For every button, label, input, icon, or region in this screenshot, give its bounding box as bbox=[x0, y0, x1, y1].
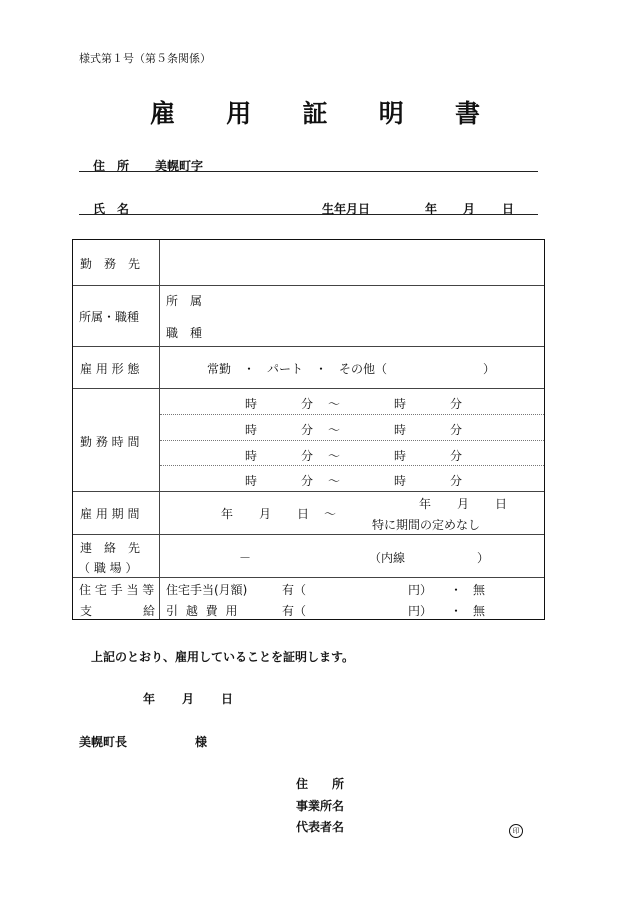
end-hour: 時 bbox=[394, 449, 407, 463]
hours-divider bbox=[160, 465, 544, 466]
housing-none[interactable]: 無 bbox=[473, 583, 486, 597]
birth-month: 月 bbox=[463, 202, 476, 216]
extension-field[interactable]: （内線 ） bbox=[369, 551, 490, 565]
end-minute: 分 bbox=[450, 449, 463, 463]
moving-none[interactable]: 無 bbox=[473, 604, 486, 618]
housing-label: 住 宅 手 当 等 bbox=[79, 583, 155, 597]
affiliation-sublabel: 所 属 bbox=[166, 294, 203, 308]
contact-sublabel: （ 職 場 ） bbox=[78, 561, 138, 575]
working-hours-label: 勤 務 時 間 bbox=[80, 435, 140, 449]
address-value[interactable]: 美幌町字 bbox=[155, 159, 204, 173]
occupation-sublabel: 職 種 bbox=[166, 326, 203, 340]
employment-table bbox=[72, 239, 545, 620]
end-hour: 時 bbox=[394, 423, 407, 437]
employment-type-options[interactable]: 常勤 ・ パート ・ その他（ ） bbox=[207, 362, 496, 376]
column-divider bbox=[159, 240, 160, 619]
end-minute: 分 bbox=[450, 474, 463, 488]
row-divider bbox=[73, 491, 544, 492]
tilde: ～ bbox=[328, 397, 341, 411]
signer-address-label: 住 所 bbox=[296, 777, 345, 791]
moving-cost-label: 引 越 費 用 bbox=[166, 604, 240, 618]
tilde: ～ bbox=[324, 507, 337, 521]
cert-year: 年 bbox=[143, 692, 156, 706]
payment-label-a: 支 bbox=[80, 604, 93, 618]
start-minute: 分 bbox=[301, 423, 314, 437]
period-end-day: 日 bbox=[495, 497, 508, 511]
honorific: 様 bbox=[195, 735, 208, 749]
period-start-day: 日 bbox=[297, 507, 310, 521]
title-char: 証 bbox=[302, 99, 328, 128]
signer-office-label: 事業所名 bbox=[296, 799, 345, 813]
address-underline bbox=[79, 171, 538, 172]
workplace-field[interactable] bbox=[161, 240, 544, 285]
period-start-year: 年 bbox=[221, 507, 234, 521]
name-underline bbox=[79, 214, 538, 215]
page-title bbox=[150, 94, 480, 130]
row-divider bbox=[73, 285, 544, 286]
hours-divider bbox=[160, 414, 544, 415]
end-minute: 分 bbox=[450, 423, 463, 437]
seal-icon: 印 bbox=[509, 824, 523, 838]
period-end-year: 年 bbox=[419, 497, 432, 511]
phone-dash[interactable]: － bbox=[239, 551, 252, 565]
title-char: 用 bbox=[226, 99, 252, 128]
housing-dot: ・ bbox=[450, 583, 463, 597]
employment-type-label: 雇 用 形 態 bbox=[80, 362, 140, 376]
end-hour: 時 bbox=[394, 474, 407, 488]
moving-yes[interactable]: 有（ bbox=[282, 604, 307, 618]
seal-mark bbox=[509, 818, 523, 838]
signer-representative-label: 代表者名 bbox=[296, 820, 345, 834]
end-hour: 時 bbox=[394, 397, 407, 411]
row-divider bbox=[73, 346, 544, 347]
end-minute: 分 bbox=[450, 397, 463, 411]
mayor-label: 美幌町長 bbox=[79, 735, 128, 749]
name-label: 氏 名 bbox=[93, 202, 130, 216]
workplace-label: 勤 務 先 bbox=[80, 257, 141, 271]
title-char: 書 bbox=[454, 99, 480, 128]
start-minute: 分 bbox=[301, 397, 314, 411]
birthdate-label: 生年月日 bbox=[322, 202, 371, 216]
start-hour: 時 bbox=[245, 449, 258, 463]
form-number: 様式第１号（第５条関係） bbox=[79, 52, 211, 65]
start-hour: 時 bbox=[245, 474, 258, 488]
start-minute: 分 bbox=[301, 449, 314, 463]
payment-label-b: 給 bbox=[143, 604, 156, 618]
period-start-month: 月 bbox=[259, 507, 272, 521]
period-label: 雇 用 期 間 bbox=[80, 507, 140, 521]
tilde: ～ bbox=[328, 423, 341, 437]
no-fixed-period[interactable]: 特に期間の定めなし bbox=[372, 518, 481, 532]
cert-month: 月 bbox=[182, 692, 195, 706]
row-divider bbox=[73, 388, 544, 389]
start-hour: 時 bbox=[245, 397, 258, 411]
moving-yen: 円） bbox=[408, 604, 433, 618]
title-char: 雇 bbox=[150, 99, 176, 128]
start-minute: 分 bbox=[301, 474, 314, 488]
row-divider bbox=[73, 534, 544, 535]
title-char: 明 bbox=[378, 99, 404, 128]
housing-yes[interactable]: 有（ bbox=[282, 583, 307, 597]
moving-dot: ・ bbox=[450, 604, 463, 618]
hours-divider bbox=[160, 440, 544, 441]
cert-day: 日 bbox=[221, 692, 234, 706]
affiliation-label: 所属・職種 bbox=[79, 310, 140, 324]
housing-allowance-label: 住宅手当(月額) bbox=[166, 583, 248, 597]
row-divider bbox=[73, 577, 544, 578]
address-label: 住 所 bbox=[93, 159, 130, 173]
certification-text: 上記のとおり、雇用していることを証明します。 bbox=[91, 650, 355, 664]
period-end-month: 月 bbox=[457, 497, 470, 511]
tilde: ～ bbox=[328, 449, 341, 463]
start-hour: 時 bbox=[245, 423, 258, 437]
contact-label: 連 絡 先 bbox=[80, 541, 141, 555]
housing-yen: 円） bbox=[408, 583, 433, 597]
birth-year: 年 bbox=[425, 202, 438, 216]
tilde: ～ bbox=[328, 474, 341, 488]
birth-day: 日 bbox=[502, 202, 515, 216]
